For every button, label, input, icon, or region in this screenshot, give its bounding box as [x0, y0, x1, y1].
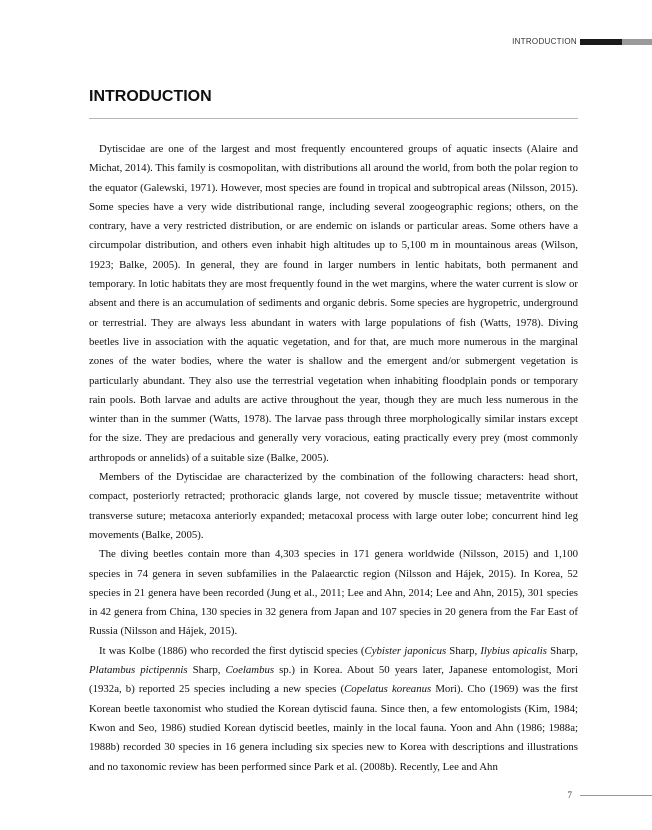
text-segment: Sharp, [446, 644, 481, 657]
body-text [89, 140, 578, 777]
running-header-label: INTRODUCTION [512, 37, 577, 46]
text-segment: Sharp, [547, 644, 578, 657]
text-segment: Members of the Dytiscidae are characterized by the combination of the following characters: head short, compact, posteriorly retracted; prothoracic glands large, not covered by muscle tissue; metaventrite without transverse suture; metacoxa anteriorly expanded; metacoxal process with large outer lobe; concurrent hind leg movements (Balke, 2005). [89, 471, 578, 541]
running-header [512, 37, 652, 46]
species-name-italic: Coelambus [225, 664, 275, 677]
species-name-italic: Ilybius apicalis [480, 644, 547, 657]
footer-rule [580, 795, 652, 796]
text-segment: It was Kolbe (1886) who recorded the first dytiscid species ( [99, 644, 365, 657]
header-bar-gray [622, 39, 652, 45]
paragraph [89, 468, 578, 545]
species-name-italic: Cybister japonicus [364, 644, 447, 657]
title-divider [89, 118, 578, 119]
paragraph [89, 140, 578, 468]
text-segment: Sharp, [187, 664, 226, 677]
page-footer [568, 790, 652, 800]
species-name-italic: Platambus pictipennis [89, 664, 188, 677]
species-name-italic: Copelatus koreanus [344, 683, 432, 696]
text-segment: The diving beetles contain more than 4,303 species in 171 genera worldwide (Nilsson, 2015) and 1,100 species in 74 genera in seven subfamilies in the Palaearctic region (Nilsson and Hájek, 2015). In Korea, 52 species in 21 genera have been recorded (Jung et al., 2011; Lee and Ahn, 2014; Lee and Ahn, 2015), 301 species in 42 genera from China, 130 species in 32 genera from Japan and 107 species in 20 genera from the Far East of Russia (Nilsson and Hájek, 2015). [89, 548, 578, 638]
chapter-title: INTRODUCTION [89, 88, 212, 105]
paragraph [89, 545, 578, 641]
text-segment: sp.) in Korea. About 50 years later, Japanese entomologist, Mori (1932a, b) reported 25 species including a new species ( [89, 664, 578, 696]
paragraph [89, 642, 578, 777]
header-bar-dark [580, 39, 622, 45]
text-segment: Mori). Cho (1969) was the first Korean beetle taxonomist who studied the Korean dytiscid fauna. Since then, a few entomologists (Kim, 1984; Kwon and Seo, 1986) studied Korean dytiscid beetles, mainly in the local fauna. Yoon and Ahn (1986; 1988a; 1988b) recorded 30 species in 16 genera including six species new to Korea with descriptions and illustrations and no taxonomic review has been performed since Park et al. (2008b). Recently, Lee and Ahn [89, 683, 579, 773]
text-segment: Dytiscidae are one of the largest and most frequently encountered groups of aquatic insects (Alaire and Michat, 2014). This family is cosmopolitan, with distributions all around the world, from both the polar region to the equator (Galewski, 1971). However, most species are found in tropical and subtropical areas (Nilsson, 2015). Some species have a very wide distributional range, including several zoogeographic regions; others, on the contrary, have a very restricted distribution, or are endemic on islands or particular areas. Some others have a circumpolar distribution, and others even inhabit high altitudes up to 5,100 m in mountainous areas (Wilson, 1923; Balke, 2005). In general, they are found in larger numbers in lentic habitats, both permanent and temporary. In lotic habitats they are most frequently found in the wet margins, where the water current is slow or absent and there is an accumulation of sediments and organic debris. Some species are hygropetric, underground or terrestrial. They are always less abundant in waters with large populations of fish (Watts, 1978). Diving beetles live in association with the aquatic vegetation, and for that, are much more numerous in the marginal zones of the water bodies, where the water is shallow and the emergent and/or submergent vegetation is particularly abundant. They also use the terrestrial vegetation when inhabiting floodplain ponds or temporary rain pools. Both larvae and adults are active throughout the year, though they are much less numerous in the winter than in the summer (Watts, 1978). The larvae pass through three morphologically similar instars except for the size. They are predacious and generally very voracious, eating practically every prey (most commonly arthropods or annelids) of a suitable size (Balke, 2005). [89, 143, 578, 464]
page-number: 7 [567, 790, 572, 800]
